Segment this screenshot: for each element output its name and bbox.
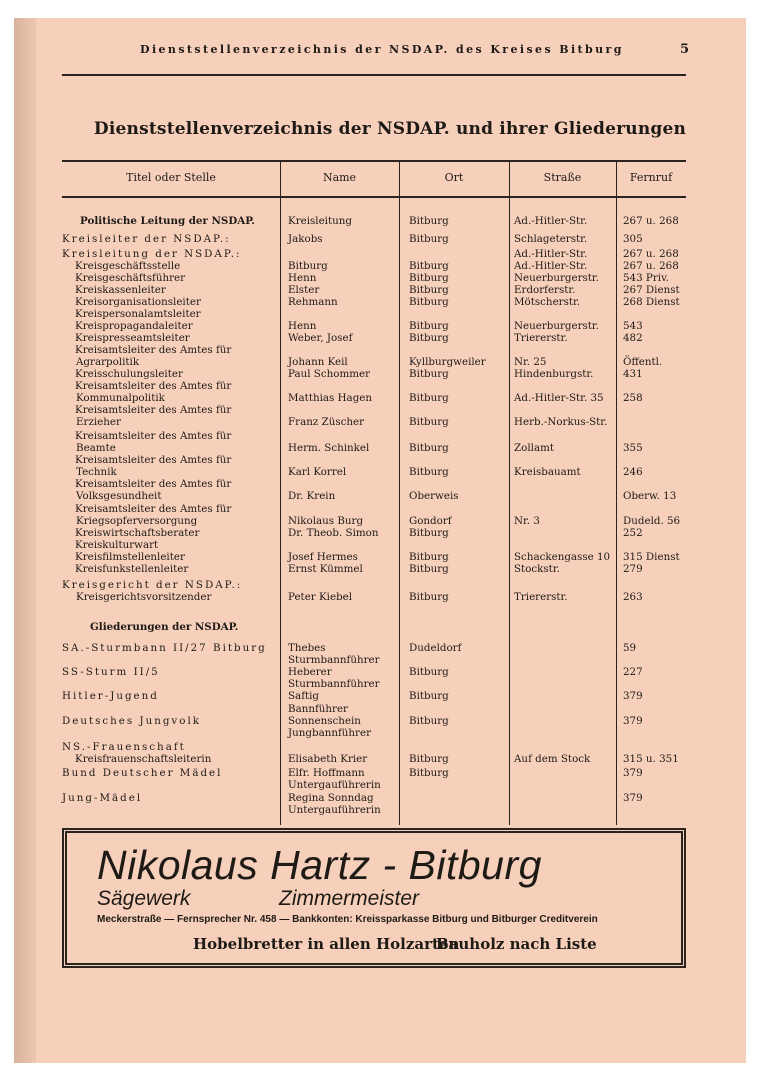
cell-place: Gondorf [409, 515, 452, 527]
cell-place: Bitburg [409, 466, 449, 478]
cell-title: Kreisleiter der NSDAP.: [62, 233, 231, 245]
header-rule [62, 74, 686, 76]
cell-place: Bitburg [409, 260, 449, 272]
cell-title: Kreiswirtschaftsberater [75, 527, 200, 539]
table-row [0, 248, 780, 260]
cell-title: SA.-Sturmbann II/27 Bitburg [62, 642, 267, 654]
cell-title: Kreisamtsleiter des Amtes für [75, 344, 232, 356]
table-row [0, 678, 780, 690]
cell-name: Bitburg [288, 260, 328, 272]
table-row [0, 430, 780, 442]
cell-phone: 258 [623, 392, 643, 404]
table-top-rule [62, 160, 686, 162]
cell-title: Gliederungen der NSDAP. [90, 621, 239, 633]
column-header-name: Name [322, 171, 357, 184]
cell-title: Kreisfrauenschaftsleiterin [75, 753, 212, 765]
cell-street: Erdorferstr. [514, 284, 576, 296]
table-row [0, 503, 780, 515]
cell-place: Bitburg [409, 563, 449, 575]
cell-name: Paul Schommer [288, 368, 370, 380]
advertiser-contact: Meckerstraße — Fernsprecher Nr. 458 — Bankkonten: Kreissparkasse Bitburg und Bitburger Creditverein [97, 914, 598, 925]
table-row [0, 715, 780, 727]
cell-title: Kreisgericht der NSDAP.: [62, 579, 243, 591]
cell-phone: 279 [623, 563, 643, 575]
column-header-place: Ort [444, 171, 464, 184]
table-row [0, 442, 780, 454]
cell-name: Henn [288, 272, 317, 284]
cell-name: Dr. Theob. Simon [288, 527, 379, 539]
cell-phone: Oberw. 13 [623, 490, 677, 502]
cell-street: Auf dem Stock [514, 753, 591, 765]
cell-place: Bitburg [409, 332, 449, 344]
cell-title: Technik [76, 466, 117, 478]
cell-title: Jung-Mädel [62, 792, 143, 804]
table-row [0, 466, 780, 478]
cell-place: Bitburg [409, 666, 449, 678]
cell-name: Franz Züscher [288, 416, 365, 428]
cell-street: Triererstr. [514, 332, 568, 344]
cell-name: Jakobs [288, 233, 323, 245]
cell-street: Ad.-Hitler-Str. 35 [514, 392, 604, 404]
cell-title: Kreisamtsleiter des Amtes für [75, 404, 232, 416]
cell-title: NS.-Frauenschaft [62, 741, 186, 753]
cell-street: Zollamt [514, 442, 554, 454]
cell-name: Ernst Kümmel [288, 563, 363, 575]
table-head-rule [62, 196, 686, 198]
cell-street: Stockstr. [514, 563, 560, 575]
cell-place: Bitburg [409, 551, 449, 563]
table-row [0, 320, 780, 332]
cell-title: Kreisamtsleiter des Amtes für [75, 380, 232, 392]
cell-phone: 263 [623, 591, 643, 603]
advertiser-name: Nikolaus Hartz - Bitburg [97, 842, 542, 888]
cell-title: Erzieher [76, 416, 121, 428]
table-row [0, 703, 780, 715]
cell-title: Agrarpolitik [76, 356, 140, 368]
cell-name: Sturmbannführer [288, 678, 380, 690]
cell-title: Deutsches Jungvolk [62, 715, 201, 727]
running-header: Dienststellenverzeichnis der NSDAP. des Kreises Bitburg [140, 43, 624, 56]
cell-phone: 59 [623, 642, 637, 654]
cell-name: Elisabeth Krier [288, 753, 368, 765]
cell-name: Thebes [288, 642, 326, 654]
cell-name: Bannführer [288, 703, 348, 715]
cell-phone: 379 [623, 690, 643, 702]
cell-name: Untergauführerin [288, 804, 381, 816]
table-row [0, 779, 780, 791]
cell-phone: 315 Dienst [623, 551, 680, 563]
cell-street: Ad.-Hitler-Str. [514, 248, 588, 260]
cell-title: Kreisgeschäftsführer [75, 272, 186, 284]
cell-place: Kyllburgweiler [409, 356, 486, 368]
cell-place: Bitburg [409, 272, 449, 284]
cell-place: Bitburg [409, 368, 449, 380]
cell-street: Schackengasse 10 [514, 551, 611, 563]
cell-phone: 543 [623, 320, 643, 332]
cell-title: Kreisleitung der NSDAP.: [62, 248, 242, 260]
cell-phone: 543 Priv. [623, 272, 669, 284]
cell-street: Mötscherstr. [514, 296, 581, 308]
column-header-title: Titel oder Stelle [126, 171, 216, 184]
cell-phone: 379 [623, 767, 643, 779]
cell-name: Regina Sonndag [288, 792, 374, 804]
advert-slogan: Bauholz nach Liste [436, 935, 597, 953]
table-row [0, 490, 780, 502]
cell-name: Matthias Hagen [288, 392, 373, 404]
table-row [0, 579, 780, 591]
table-row [0, 690, 780, 702]
cell-title: SS-Sturm II/5 [62, 666, 160, 678]
cell-phone: 246 [623, 466, 643, 478]
table-row [0, 642, 780, 654]
cell-title: Beamte [76, 442, 116, 454]
cell-phone: 431 [623, 368, 643, 380]
table-row [0, 654, 780, 666]
cell-title: Kreiskassenleiter [75, 284, 166, 296]
table-row [0, 308, 780, 320]
cell-phone: Dudeld. 56 [623, 515, 681, 527]
cell-title: Kreisgeschäftsstelle [75, 260, 181, 272]
cell-title: Kreisgerichtsvorsitzender [76, 591, 212, 603]
cell-street: Nr. 3 [514, 515, 540, 527]
cell-street: Neuerburgerstr. [514, 272, 599, 284]
table-row [0, 741, 780, 753]
cell-phone: Öffentl. [623, 356, 663, 368]
cell-street: Nr. 25 [514, 356, 547, 368]
cell-name: Johann Keil [288, 356, 348, 368]
table-row [0, 284, 780, 296]
table-row [0, 478, 780, 490]
column-header-street: Straße [543, 171, 582, 184]
table-row [0, 332, 780, 344]
table-row [0, 368, 780, 380]
cell-name: Herm. Schinkel [288, 442, 370, 454]
cell-street: Ad.-Hitler-Str. [514, 260, 588, 272]
cell-title: Kreiskulturwart [75, 539, 159, 551]
cell-place: Bitburg [409, 284, 449, 296]
cell-title: Kreisfunkstellenleiter [75, 563, 189, 575]
cell-phone: 227 [623, 666, 643, 678]
table-row [0, 215, 780, 227]
cell-name: Heberer [288, 666, 332, 678]
cell-phone: 267 u. 268 [623, 260, 679, 272]
table-row [0, 392, 780, 404]
cell-place: Bitburg [409, 690, 449, 702]
table-row [0, 792, 780, 804]
cell-phone: 379 [623, 715, 643, 727]
table-row [0, 515, 780, 527]
table-row [0, 804, 780, 816]
table-row [0, 727, 780, 739]
advert-slogan: Hobelbretter in allen Holzarten [193, 935, 460, 953]
table-row [0, 344, 780, 356]
cell-phone: 267 u. 268 [623, 215, 679, 227]
cell-title: Kreisorganisationsleiter [75, 296, 201, 308]
cell-street: Kreisbauamt [514, 466, 581, 478]
page-number: 5 [680, 42, 690, 57]
cell-name: Karl Korrel [288, 466, 347, 478]
cell-title: Kreisamtsleiter des Amtes für [75, 454, 232, 466]
cell-title: Kreispropagandaleiter [75, 320, 193, 332]
cell-street: Hindenburgstr. [514, 368, 594, 380]
cell-street: Triererstr. [514, 591, 568, 603]
table-row [0, 621, 780, 633]
table-row [0, 527, 780, 539]
cell-title: Hitler-Jugend [62, 690, 159, 702]
cell-place: Dudeldorf [409, 642, 462, 654]
cell-name: Peter Kiebel [288, 591, 353, 603]
cell-place: Bitburg [409, 233, 449, 245]
cell-phone: 267 u. 268 [623, 248, 679, 260]
cell-title: Kriegsopferversorgung [76, 515, 198, 527]
cell-name: Elfr. Hoffmann [288, 767, 365, 779]
table-row [0, 767, 780, 779]
table-row [0, 296, 780, 308]
table-row [0, 666, 780, 678]
table-row [0, 272, 780, 284]
cell-name: Nikolaus Burg [288, 515, 364, 527]
cell-street: Schlageterstr. [514, 233, 588, 245]
cell-name: Josef Hermes [288, 551, 358, 563]
cell-place: Bitburg [409, 416, 449, 428]
cell-phone: 482 [623, 332, 643, 344]
table-row [0, 551, 780, 563]
cell-place: Bitburg [409, 215, 449, 227]
table-row [0, 416, 780, 428]
cell-title: Kreisamtsleiter des Amtes für [75, 430, 232, 442]
table-row [0, 233, 780, 245]
cell-name: Elster [288, 284, 320, 296]
cell-title: Kommunalpolitik [76, 392, 165, 404]
table-row [0, 454, 780, 466]
cell-title: Politische Leitung der NSDAP. [80, 215, 255, 227]
cell-title: Kreisschulungsleiter [75, 368, 183, 380]
table-row [0, 563, 780, 575]
page-title: Dienststellenverzeichnis der NSDAP. und ihrer Gliederungen [93, 119, 687, 139]
table-row [0, 753, 780, 765]
cell-name: Henn [288, 320, 317, 332]
cell-place: Bitburg [409, 715, 449, 727]
cell-phone: 315 u. 351 [623, 753, 679, 765]
cell-name: Sturmbannführer [288, 654, 380, 666]
cell-phone: 267 Dienst [623, 284, 680, 296]
table-row [0, 591, 780, 603]
table-row [0, 539, 780, 551]
cell-title: Volksgesundheit [76, 490, 162, 502]
cell-name: Kreisleitung [288, 215, 352, 227]
column-header-phone: Fernruf [629, 171, 673, 184]
cell-title: Bund Deutscher Mädel [62, 767, 223, 779]
cell-phone: 268 Dienst [623, 296, 680, 308]
cell-name: Weber, Josef [288, 332, 353, 344]
cell-place: Bitburg [409, 320, 449, 332]
cell-name: Dr. Krein [288, 490, 336, 502]
cell-place: Oberweis [409, 490, 459, 502]
cell-place: Bitburg [409, 527, 449, 539]
cell-title: Kreispresseamtsleiter [75, 332, 190, 344]
cell-street: Neuerburgerstr. [514, 320, 599, 332]
cell-name: Jungbannführer [288, 727, 371, 739]
cell-title: Kreispersonalamtsleiter [75, 308, 201, 320]
table-row [0, 380, 780, 392]
cell-title: Kreisamtsleiter des Amtes für [75, 503, 232, 515]
cell-place: Bitburg [409, 296, 449, 308]
cell-place: Bitburg [409, 442, 449, 454]
cell-place: Bitburg [409, 591, 449, 603]
advertiser-trade: Sägewerk [97, 887, 191, 910]
cell-place: Bitburg [409, 392, 449, 404]
cell-title: Kreisfilmstellenleiter [75, 551, 185, 563]
cell-title: Kreisamtsleiter des Amtes für [75, 478, 232, 490]
cell-phone: 379 [623, 792, 643, 804]
cell-name: Rehmann [288, 296, 338, 308]
cell-phone: 305 [623, 233, 643, 245]
table-row [0, 356, 780, 368]
advertiser-trade: Zimmermeister [279, 887, 419, 910]
cell-name: Sonnenschein [288, 715, 361, 727]
cell-name: Untergauführerin [288, 779, 381, 791]
table-row [0, 404, 780, 416]
cell-street: Ad.-Hitler-Str. [514, 215, 588, 227]
cell-name: Saftig [288, 690, 320, 702]
cell-phone: 252 [623, 527, 643, 539]
cell-place: Bitburg [409, 767, 449, 779]
cell-phone: 355 [623, 442, 643, 454]
table-row [0, 260, 780, 272]
cell-place: Bitburg [409, 753, 449, 765]
cell-street: Herb.-Norkus-Str. [514, 416, 608, 428]
